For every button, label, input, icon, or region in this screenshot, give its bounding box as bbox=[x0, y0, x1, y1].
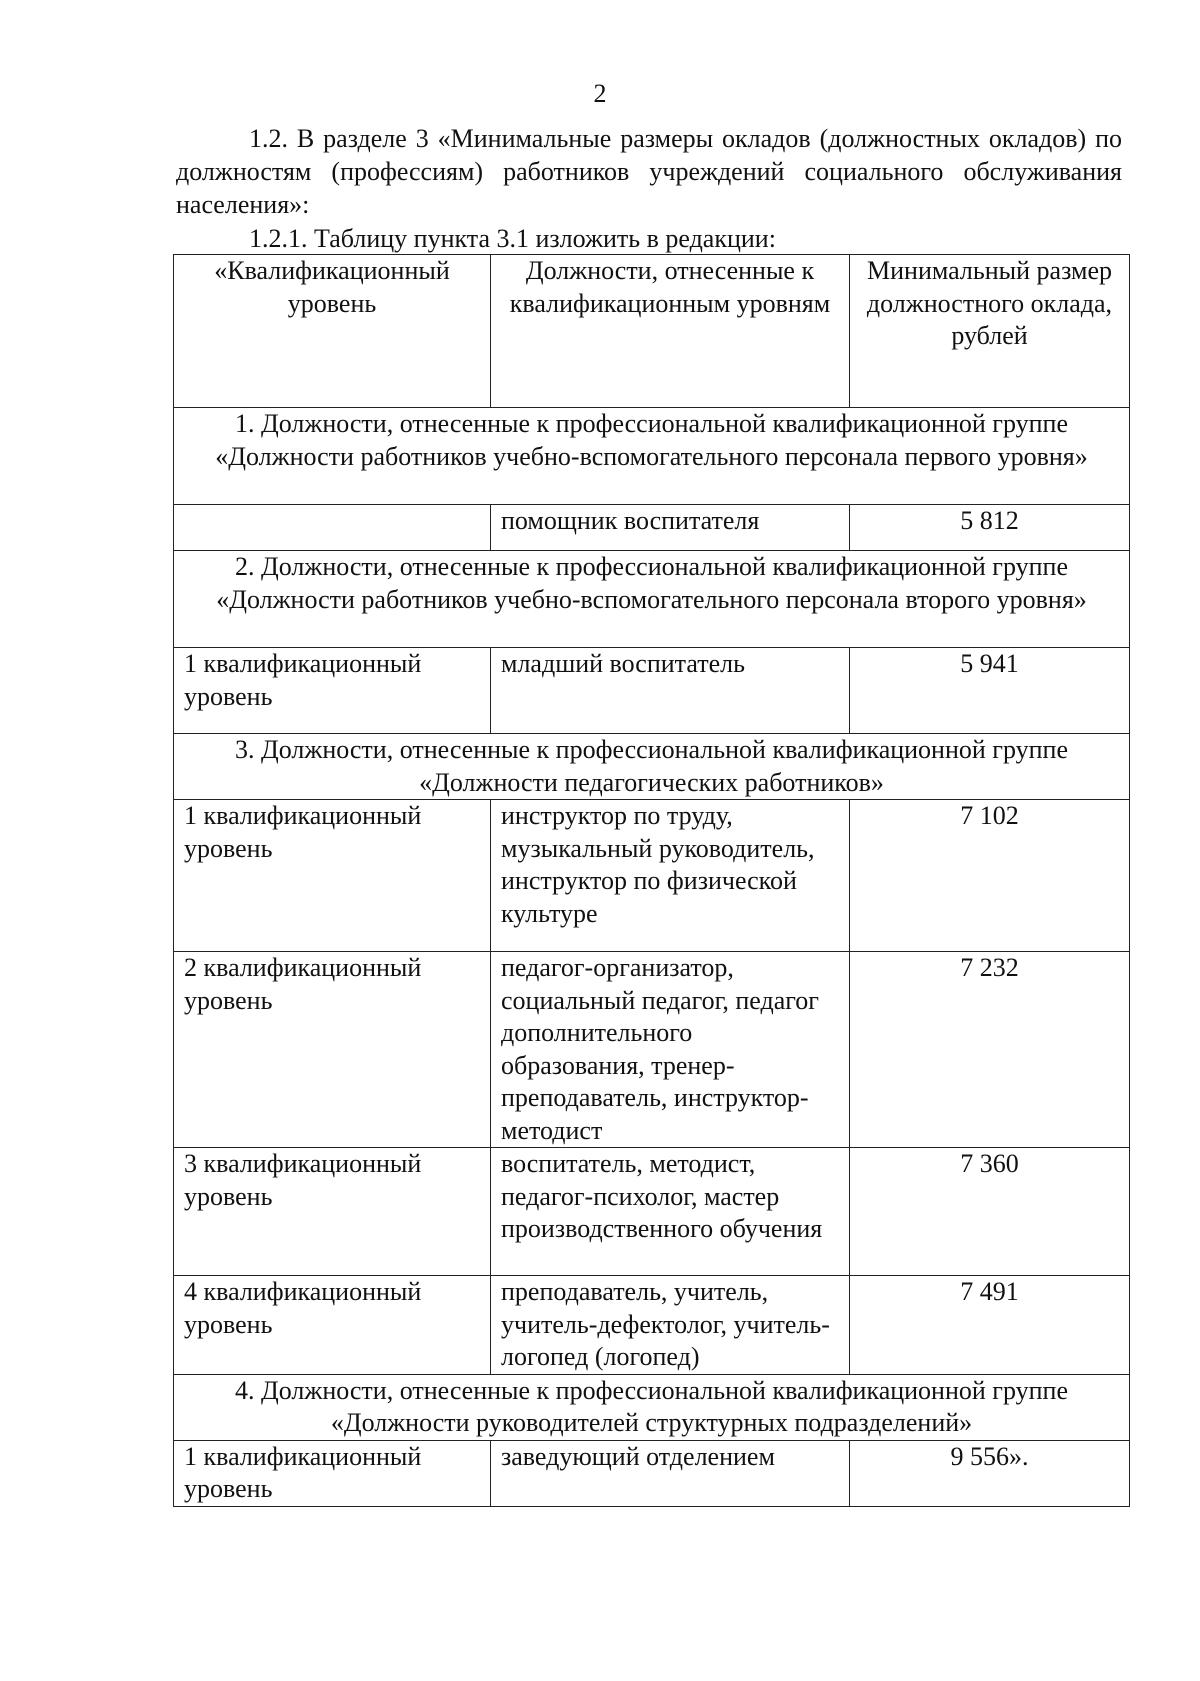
intro-paragraph-text: 1.2. В разделе 3 «Минимальные размеры окладов (должностных окладов) по должностям (профессиям) работников учреждений социального обслуживания населения»: bbox=[176, 124, 1122, 219]
cell-positions: воспитатель, методист, педагог-психолог, мастер производственного обучения bbox=[491, 1148, 850, 1276]
group-row-4 bbox=[174, 1374, 1130, 1440]
cell-salary: 7 102 bbox=[850, 800, 1130, 952]
cell-level: 1 квалификационный уровень bbox=[174, 648, 491, 734]
cell-level: 2 квалификационный уровень bbox=[174, 952, 491, 1148]
cell-positions: инструктор по труду, музыкальный руководитель, инструктор по физической культуре bbox=[491, 800, 850, 952]
header-qualification-level: «Квалификационный уровень bbox=[174, 255, 491, 408]
table-row bbox=[174, 1148, 1130, 1276]
cell-salary: 5 941 bbox=[850, 648, 1130, 734]
cell-positions: педагог-организатор, социальный педагог, педагог дополнительного образования, тренер-преподаватель, инструктор-методист bbox=[491, 952, 850, 1148]
group-row-2 bbox=[174, 551, 1130, 648]
cell-salary: 7 360 bbox=[850, 1148, 1130, 1276]
table-row bbox=[174, 800, 1130, 952]
cell-positions: младший воспитатель bbox=[491, 648, 850, 734]
cell-salary: 7 491 bbox=[850, 1276, 1130, 1375]
salary-table bbox=[173, 254, 1130, 1507]
header-positions: Должности, отнесенные к квалификационным уровням bbox=[491, 255, 850, 408]
intro-paragraph bbox=[176, 122, 1122, 221]
group-row-3 bbox=[174, 734, 1130, 800]
table-row bbox=[174, 952, 1130, 1148]
table-row bbox=[174, 1276, 1130, 1375]
group-title-3: 3. Должности, отнесенные к профессиональной квалификационной группе «Должности педагогических работников» bbox=[174, 734, 1130, 800]
cell-positions: преподаватель, учитель, учитель-дефектолог, учитель-логопед (логопед) bbox=[491, 1276, 850, 1375]
table-row bbox=[174, 1440, 1130, 1506]
table-intro-text: 1.2.1. Таблицу пункта 3.1 изложить в редакции: bbox=[249, 224, 776, 253]
cell-salary: 5 812 bbox=[850, 505, 1130, 551]
cell-positions: помощник воспитателя bbox=[491, 505, 850, 551]
cell-level bbox=[174, 505, 491, 551]
page-number: 2 bbox=[593, 79, 607, 108]
table-header-row bbox=[174, 255, 1130, 408]
table-row bbox=[174, 505, 1130, 551]
cell-salary: 7 232 bbox=[850, 952, 1130, 1148]
group-title-1: 1. Должности, отнесенные к профессиональной квалификационной группе «Должности работников учебно-вспомогательного персонала первого уровня» bbox=[174, 408, 1130, 505]
group-row-1 bbox=[174, 408, 1130, 505]
header-minimum-salary: Минимальный размер должностного оклада, рублей bbox=[850, 255, 1130, 408]
cell-level: 1 квалификационный уровень bbox=[174, 800, 491, 952]
cell-level: 3 квалификационный уровень bbox=[174, 1148, 491, 1276]
group-title-2: 2. Должности, отнесенные к профессиональной квалификационной группе «Должности работников учебно-вспомогательного персонала второго уровня» bbox=[174, 551, 1130, 648]
group-title-4: 4. Должности, отнесенные к профессиональной квалификационной группе «Должности руководителей структурных подразделений» bbox=[174, 1374, 1130, 1440]
table-row bbox=[174, 648, 1130, 734]
cell-level: 1 квалификационный уровень bbox=[174, 1440, 491, 1506]
cell-salary: 9 556». bbox=[850, 1440, 1130, 1506]
cell-level: 4 квалификационный уровень bbox=[174, 1276, 491, 1375]
cell-positions: заведующий отделением bbox=[491, 1440, 850, 1506]
